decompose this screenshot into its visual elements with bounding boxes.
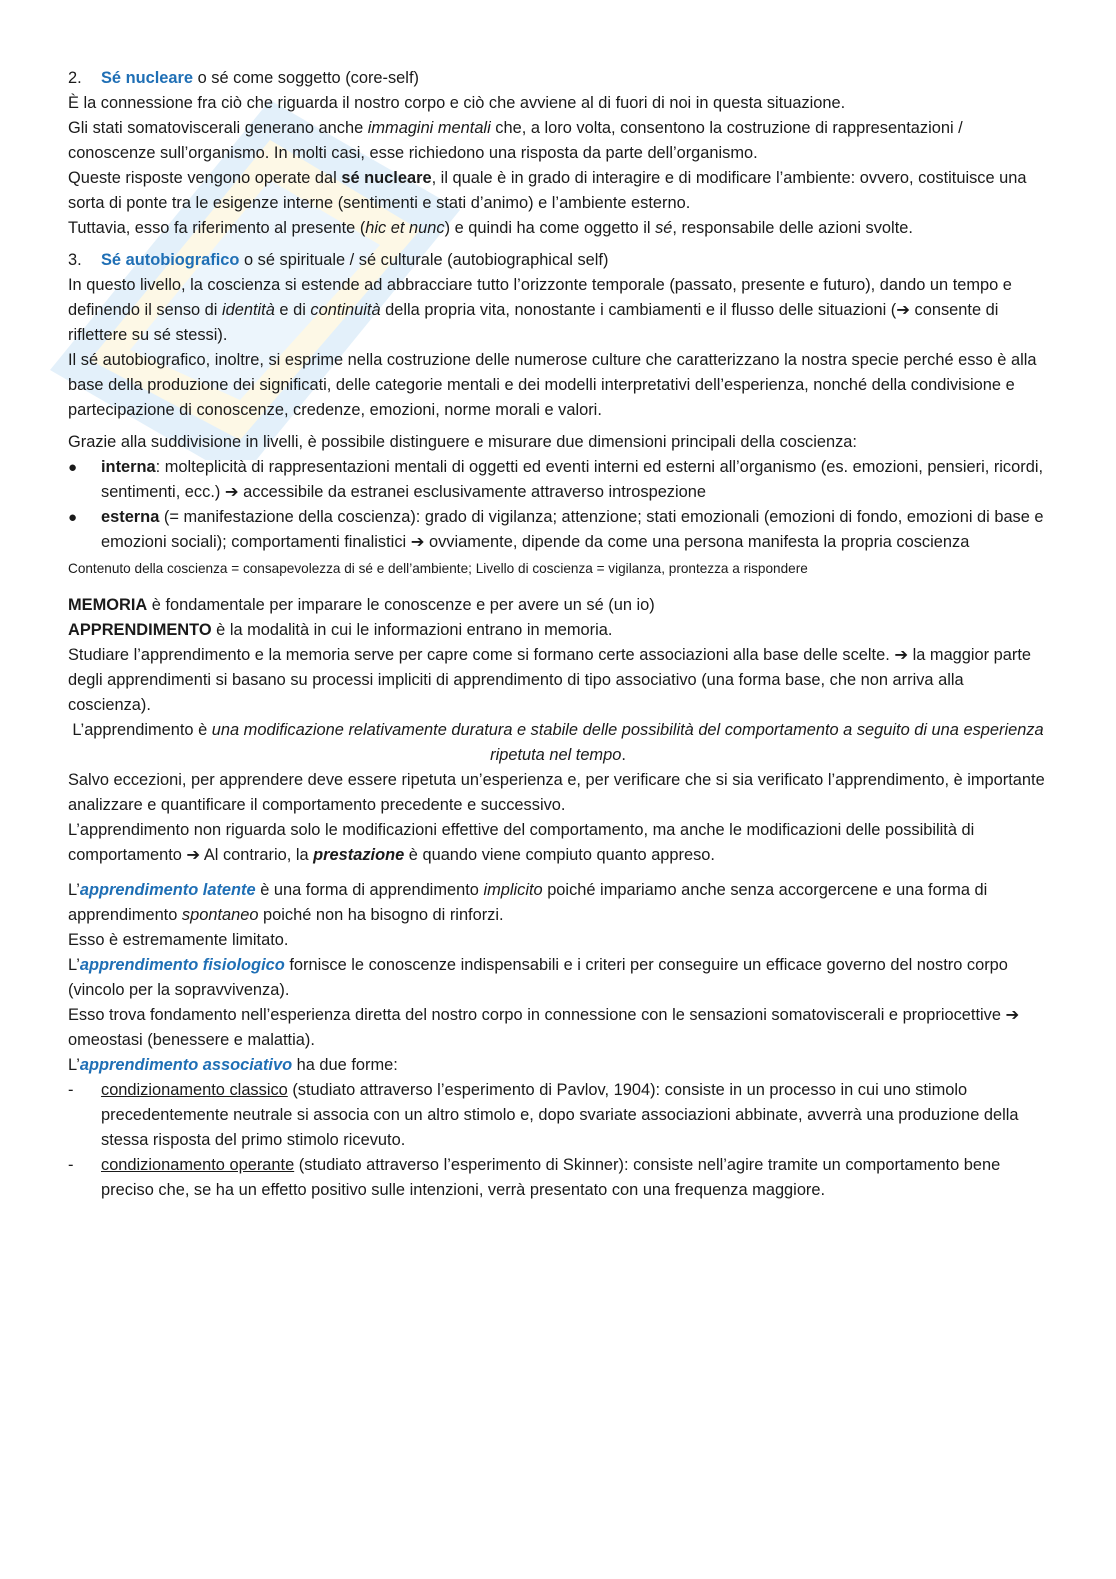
- dash-icon: -: [68, 1081, 74, 1099]
- section-sé-nucleare: [68, 66, 1048, 91]
- paragraph: L’apprendimento fisiologico fornisce le conoscenze indispensabili e i criteri per conseguire un efficace governo del nostro corpo (vincolo per la sopravvivenza).: [68, 956, 1008, 999]
- paragraph: MEMORIA è fondamentale per imparare le conoscenze e per avere un sé (un io): [68, 596, 655, 614]
- list-number: 2.: [68, 69, 82, 87]
- paragraph: Gli stati somatoviscerali generano anche immagini mentali che, a loro volta, consentono la costruzione di rappresentazioni / conoscenze sull’organismo. In molti casi, esse richiedono una risposta da parte dell’organismo.: [68, 119, 963, 162]
- list-item: - condizionamento classico (studiato attraverso l’esperimento di Pavlov, 1904): consiste in un processo in cui uno stimolo precedentemente neutrale si associa con un altro stimolo e, dopo svariate associazioni abbinate, avverrà una produzione della stessa risposta del primo stimolo ricevuto.: [68, 1078, 1048, 1153]
- paragraph: Esso è estremamente limitato.: [68, 931, 289, 949]
- document-page: [68, 66, 1048, 1203]
- paragraph: Tuttavia, esso fa riferimento al presente (hic et nunc) e quindi ha come oggetto il sé, responsabile delle azioni svolte.: [68, 219, 913, 237]
- list-item: ● interna: molteplicità di rappresentazioni mentali di oggetti ed eventi interni ed esterni all’organismo (es. emozioni, pensieri, ricordi, sentimenti, ecc.) ➔ accessibile da estranei esclusivamente attraverso introspezione: [68, 455, 1048, 505]
- list-number: 3.: [68, 251, 82, 269]
- paragraph: Queste risposte vengono operate dal sé nucleare, il quale è in grado di interagire e di modificare l’ambiente: ovvero, costituisce una sorta di ponte tra le esigenze interne (sentimenti e stati d’animo) e l’ambiente esterno.: [68, 169, 1027, 212]
- paragraph: È la connessione fra ciò che riguarda il nostro corpo e ciò che avviene al di fuori di noi in questa situazione.: [68, 94, 846, 112]
- bullet-icon: ●: [68, 509, 78, 526]
- dash-icon: -: [68, 1156, 74, 1174]
- paragraph: L’apprendimento latente è una forma di apprendimento implicito poiché impariamo anche senza accorgercene e una forma di apprendimento spontaneo poiché non ha bisogno di rinforzi.: [68, 881, 988, 924]
- paragraph: Salvo eccezioni, per apprendere deve essere ripetuta un’esperienza e, per verificare che si sia verificato l’apprendimento, è importante analizzare e quantificare il comportamento precedente e successivo.: [68, 771, 1045, 814]
- paragraph: L’apprendimento associativo ha due forme:: [68, 1056, 398, 1074]
- paragraph: Studiare l’apprendimento e la memoria serve per capre come si formano certe associazioni alla base delle scelte. ➔ la maggior parte degli apprendimenti si basano su processi impliciti di apprendimento di tipo associativo (una forma base, che non arriva alla coscienza).: [68, 646, 1032, 714]
- paragraph: In questo livello, la coscienza si estende ad abbracciare tutto l’orizzonte temporale (passato, presente e futuro), dando un tempo e definendo il senso di identità e di continuità della propria vita, nonostante i cambiamenti e il flusso delle situazioni (➔ consente di riflettere su sé stessi).: [68, 276, 1012, 344]
- bullet-icon: ●: [68, 459, 78, 476]
- paragraph: Esso trova fondamento nell’esperienza diretta del nostro corpo in connessione con le sensazioni somatoviscerali e propriocettive ➔ omeostasi (benessere e malattia).: [68, 1006, 1020, 1049]
- paragraph: Il sé autobiografico, inoltre, si esprime nella costruzione delle numerose culture che caratterizzano la nostra specie perché esso è alla base della produzione dei significati, delle categorie mentali e dei modelli interpretativi dell’esperienza, nonché della condivisione e partecipazione di conoscenze, credenze, emozioni, norme morali e valori.: [68, 351, 1037, 419]
- paragraph: APPRENDIMENTO è la modalità in cui le informazioni entrano in memoria.: [68, 621, 613, 639]
- list-item: - condizionamento operante (studiato attraverso l’esperimento di Skinner): consiste nell’agire tramite un comportamento bene preciso che, se ha un effetto positivo sulle intenzioni, verrà presentato con una frequenza maggiore.: [68, 1153, 1048, 1203]
- paragraph: Grazie alla suddivisione in livelli, è possibile distinguere e misurare due dimensioni principali della coscienza:: [68, 433, 857, 451]
- paragraph: L’apprendimento non riguarda solo le modificazioni effettive del comportamento, ma anche le modificazioni delle possibilità di comportamento ➔ Al contrario, la prestazione è quando viene compiuto quanto appreso.: [68, 821, 975, 864]
- section-heading: Sé nucleare o sé come soggetto (core-self): [101, 69, 419, 87]
- definition: L’apprendimento è una modificazione relativamente duratura e stabile delle possibilità del comportamento a seguito di una esperienza ripetuta nel tempo.: [72, 721, 1044, 764]
- section-heading: Sé autobiografico o sé spirituale / sé culturale (autobiographical self): [101, 251, 609, 269]
- section-sé-autobiografico: [68, 248, 1048, 273]
- list-item: ● esterna (= manifestazione della coscienza): grado di vigilanza; attenzione; stati emozionali (emozioni di fondo, emozioni di base e emozioni sociali); comportamenti finalistici ➔ ovviamente, dipende da come una persona manifesta la propria coscienza: [68, 505, 1048, 555]
- note: Contenuto della coscienza = consapevolezza di sé e dell’ambiente; Livello di coscienza = vigilanza, prontezza a rispondere: [68, 561, 808, 576]
